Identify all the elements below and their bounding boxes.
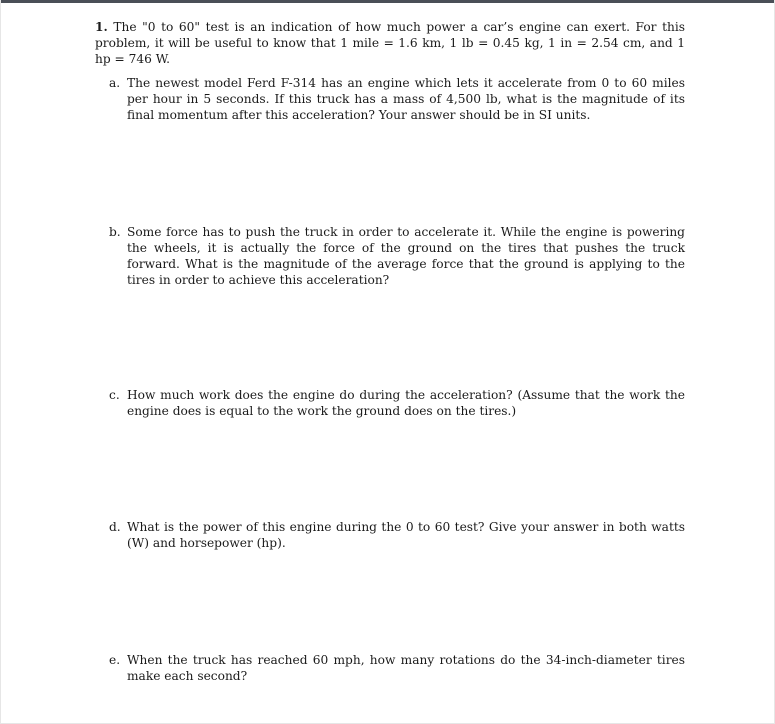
part-d xyxy=(109,519,685,551)
part-d-letter: d. xyxy=(109,520,121,534)
part-b xyxy=(109,224,685,288)
part-b-text: Some force has to push the truck in order to accelerate it. While the engine is powering the wheels, it is actually the force of the ground on the tires that pushes the truck forward. What is the magnitude of the average force that the ground is applying to the tires in order to achieve this acceleration? xyxy=(127,225,685,287)
part-e-text: When the truck has reached 60 mph, how many rotations do the 34-inch-diameter tires make each second? xyxy=(127,653,685,683)
problem-intro xyxy=(95,19,685,67)
part-e xyxy=(109,652,685,684)
part-d-text: What is the power of this engine during the 0 to 60 test? Give your answer in both watts (W) and horsepower (hp). xyxy=(127,520,685,550)
problem-number: 1. xyxy=(95,20,108,34)
part-a-text: The newest model Ferd F-314 has an engine which lets it accelerate from 0 to 60 miles per hour in 5 seconds. If this truck has a mass of 4,500 lb, what is the magnitude of its final momentum after this acceleration? Your answer should be in SI units. xyxy=(127,76,685,122)
part-a xyxy=(109,75,685,123)
viewer-top-bar xyxy=(0,0,775,3)
part-a-letter: a. xyxy=(109,76,121,90)
page-border-left xyxy=(0,0,1,724)
part-c-letter: c. xyxy=(109,388,120,402)
part-c-text: How much work does the engine do during the acceleration? (Assume that the work the engine does is equal to the work the ground does on the tires.) xyxy=(127,388,685,418)
problem-intro-text: The "0 to 60" test is an indication of how much power a car’s engine can exert. For this problem, it will be useful to know that 1 mile = 1.6 km, 1 lb = 0.45 kg, 1 in = 2.54 cm, and 1 hp = 746 W. xyxy=(95,20,686,66)
part-b-letter: b. xyxy=(109,225,121,239)
part-e-letter: e. xyxy=(109,653,121,667)
document-page xyxy=(95,19,686,683)
part-c xyxy=(109,387,685,419)
